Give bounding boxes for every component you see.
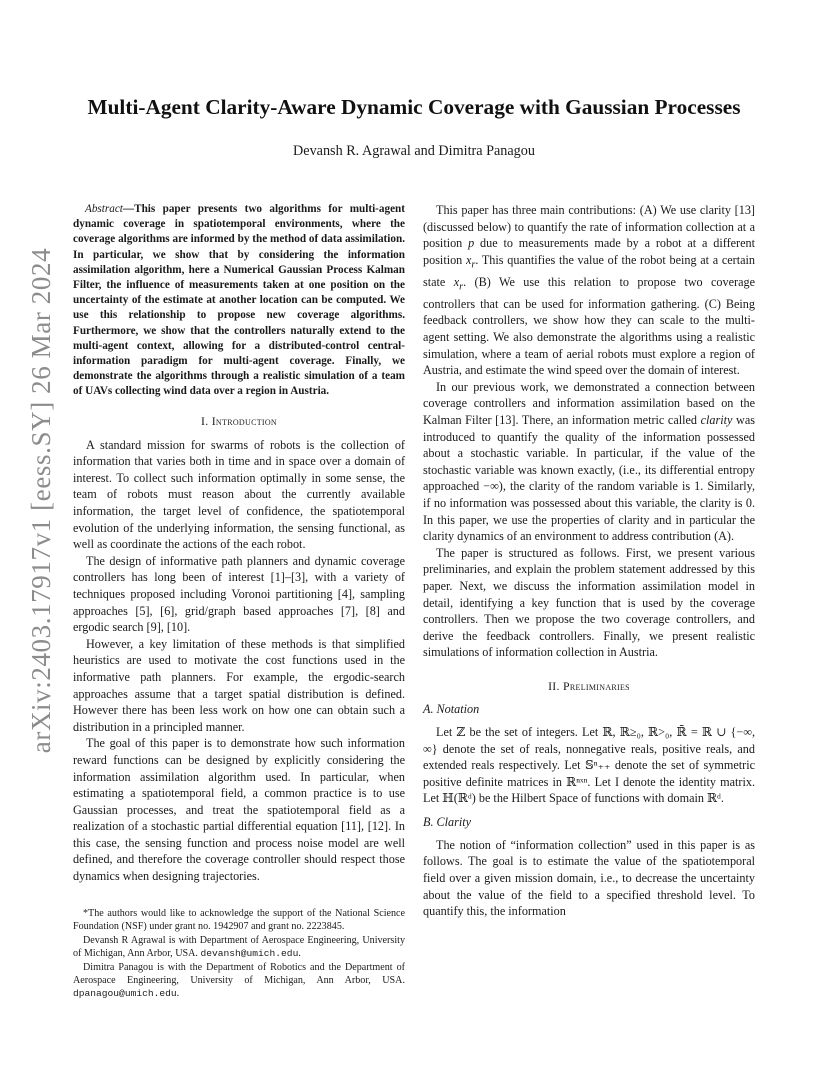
clarity-paragraph: The notion of “information collection” used in this paper is as follows. The goal is to estimate the value of the spatiotemporal field over a given mission domain, i.e., to decrease the uncertainty about the value of the field to a specified threshold level. To quantify this, the information (423, 837, 755, 919)
intro-paragraph-2: The design of informative path planners and dynamic coverage controllers has long been of interest [1]–[3], with a variety of techniques proposed including Voronoi partitioning [4], sampling approaches [5], [6], grid/graph based approaches [7], [8] and ergodic search [9], [10]. (73, 553, 405, 635)
abstract (73, 202, 405, 400)
paper-title: Multi-Agent Clarity-Aware Dynamic Coverage with Gaussian Processes (87, 95, 741, 119)
left-column (73, 202, 405, 885)
footnote-author-2: Dimitra Panagou is with the Department of Robotics and the Department of Aerospace Engineering, University of Michigan, Ann Arbor, USA. dpanagou@umich.edu. (73, 961, 405, 1000)
author-1-email: devansh@umich.edu (200, 948, 299, 960)
right-column (423, 202, 755, 920)
section-heading-introduction: I. Introduction (200, 413, 278, 428)
structure-paragraph: The paper is structured as follows. First, we present various preliminaries, and explain the problem statement addressed by this paper. Next, we discuss the information assimilation model in detail, identifying a key function that is used by the coverage controllers. Then we propose the two coverage controllers, and derive the feedback controllers. Finally, we present realistic simulations of information collection in Austria. (423, 545, 755, 660)
arxiv-sidebar-stamp (22, 247, 62, 753)
previous-work-paragraph: In our previous work, we demonstrated a connection between coverage controllers and information assimilation based on the Kalman Filter [13]. There, an information metric called clarity was introduced to quantify the quality of the information possessed about a stochastic variable. In particular, if the value of the stochastic variable was known exactly, (i.e., its differential entropy approached −∞), the clarity of the random variable is 1. Similarly, if no information was possessed about this variable, the clarity is 0. In this paper, we use the properties of clarity and in particular the clarity dynamics of an environment to address contribution (A). (423, 379, 755, 544)
contributions-paragraph: This paper has three main contributions: (A) We use clarity [13] (discussed below) to quantify the rate of information collection at a position p due to measurements made by a robot at a different position $x_r$. This quantifies the value of the robot being at a certain state $x_r$. (B) We use this relation to propose two coverage controllers that can be used for information gathering. (C) Being feedback controllers, we show how they can scale to the multi-agent setting. We also demonstrate the algorithms using a realistic simulation, where a team of aerial robots must explore a region of Austria, and estimate the wind speed over the domain of interest. (423, 203, 756, 378)
footnote-funding: *The authors would like to acknowledge the support of the National Science Foundation (NSF) under grant no. 1942907 and grant no. 2223845. (73, 908, 405, 933)
intro-paragraph-3: However, a key limitation of these methods is that simplified heuristics are used to motivate the cost functions used in the informative path planners. For example, the ergodic-search approaches assume that a target spatial distribution is defined. However there has been less work on how one can obtain such a distribution in a principled manner. (73, 636, 405, 734)
footnote-author-1: Devansh R Agrawal is with Department of Aerospace Engineering, University of Michigan, Ann Arbor, USA. devansh@umich.edu. (73, 934, 405, 960)
subsection-heading-notation: A. Notation (423, 701, 480, 716)
section-heading-preliminaries: II. Preliminaries (548, 678, 630, 693)
abstract-label: Abstract (85, 203, 123, 215)
intro-paragraph-4: The goal of this paper is to demonstrate how such information reward functions can be designed by explicitly considering the information assimilation algorithm used. In particular, when estimating a spatiotemporal field, a common practice is to use Gaussian processes, and treat the spatiotemporal field as a realization of a stochastic partial differential equation [11], [12]. In this case, the sensing function and process noise model are well defined, and therefore the coverage controller should respect those dynamics when designing trajectories. (73, 736, 405, 884)
intro-paragraph-1: A standard mission for swarms of robots is the collection of information that varies both in time and in space over a domain of interest. To collect such information optimally in some sense, the team of robots must reason about the currently available information, the target level of confidence, the spatiotemporal evolution of the underlying information, the sensing functional, as well as coordinate the actions of the each robot. (73, 437, 405, 552)
arxiv-id-label: arXiv:2403.17917v1 [eess.SY] 26 Mar 2024 (26, 247, 57, 753)
paper-authors: Devansh R. Agrawal and Dimitra Panagou (293, 143, 535, 159)
subsection-heading-clarity: B. Clarity (423, 814, 472, 829)
notation-paragraph: Let ℤ be the set of integers. Let ℝ, ℝ≥₀, ℝ>₀, ℝ̄ = ℝ ∪ {−∞, ∞} denote the set of reals, nonnegative reals, positive reals, and extended reals respectively. Let 𝕊ⁿ₊₊ denote the set of symmetric positive definite matrices in ℝⁿˣⁿ. Let I denote the identity matrix. Let ℍ(ℝᵈ) be the Hilbert Space of functions with domain ℝᵈ. (423, 724, 755, 806)
author-2-email: dpanagou@umich.edu (73, 988, 177, 1000)
footnotes (73, 907, 405, 1001)
abstract-text: —This paper presents two algorithms for multi-agent dynamic coverage in spatiotemporal environments, where the coverage algorithms are informed by the method of data assimilation. In particular, we show that by considering the information assimilation algorithm, here a Numerical Gaussian Process Kalman Filter, the influence of measurements taken at one position on the uncertainty of the estimate at another location can be computed. We use this relationship to propose new coverage algorithms. Furthermore, we show that the controllers naturally extend to the multi-agent context, allowing for a distributed-control central-information paradigm for multi-agent coverage. Finally, we demonstrate the algorithms through a realistic simulation of a team of UAVs collecting wind data over a region in Austria. (73, 203, 405, 398)
